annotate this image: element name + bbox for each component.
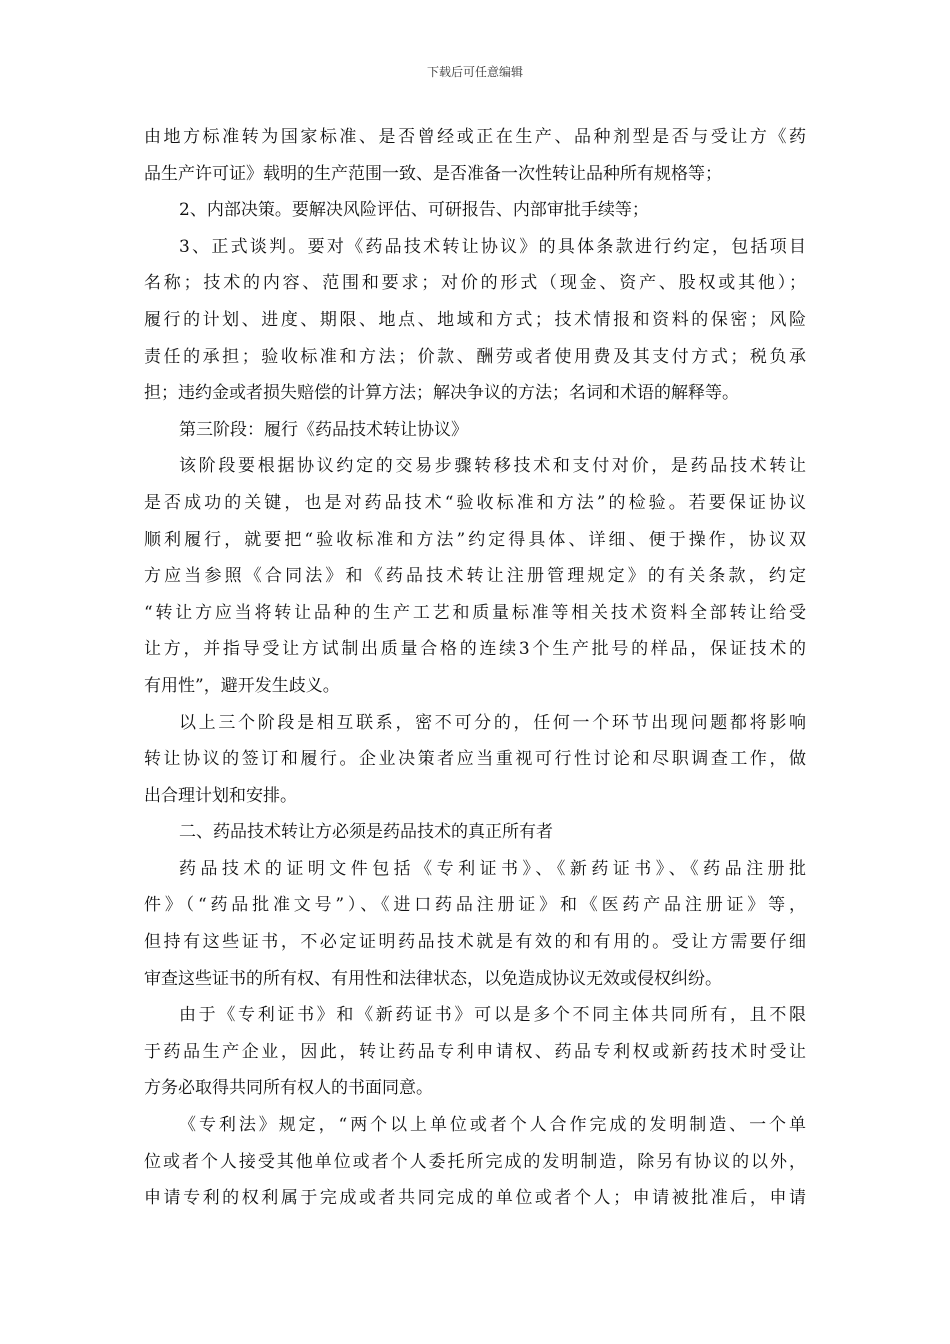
body-line: 是否成功的关键，也是对药品技术“验收标准和方法”的检验。若要保证协议: [144, 492, 806, 513]
body-line: 方应当参照《合同法》和《药品技术转让注册管理规定》的有关条款，约定: [144, 566, 806, 587]
body-line: 于药品生产企业，因此，转让药品专利申请权、药品专利权或新药技术时受让: [144, 1041, 806, 1062]
page-header: 下载后可任意编辑: [426, 65, 523, 79]
body-line: 2、内部决策。要解决风险评估、可研报告、内部审批手续等；: [179, 200, 649, 221]
body-line: 担；违约金或者损失赔偿的计算方法；解决争议的方法；名词和术语的解释等。: [144, 383, 739, 404]
body-line: 位或者个人接受其他单位或者个人委托所完成的发明制造，除另有协议的以外，: [144, 1151, 806, 1172]
body-line: 审查这些证书的所有权、有用性和法律状态，以免造成协议无效或侵权纠纷。: [144, 968, 722, 989]
body-line: 申请专利的权利属于完成或者共同完成的单位或者个人；申请被批准后，申请: [144, 1188, 806, 1209]
body-line: 顺利履行，就要把“验收标准和方法”约定得具体、详细、便于操作，协议双: [144, 529, 806, 550]
body-line: 履行的计划、进度、期限、地点、地域和方式；技术情报和资料的保密；风险: [144, 309, 806, 330]
body-line: 但持有这些证书，不必定证明药品技术就是有效的和有用的。受让方需要仔细: [144, 932, 806, 953]
body-line: 名称；技术的内容、范围和要求；对价的形式（现金、资产、股权或其他）；: [144, 273, 806, 294]
body-line: 3、正式谈判。要对《药品技术转让协议》的具体条款进行约定，包括项目: [179, 236, 806, 257]
body-line: 责任的承担；验收标准和方法；价款、酬劳或者使用费及其支付方式；税负承: [144, 346, 806, 367]
body-line: 转让协议的签订和履行。企业决策者应当重视可行性讨论和尽职调查工作，做: [144, 749, 806, 770]
body-line: 件》（“药品批准文号”）、《进口药品注册证》和《医药产品注册证》等，: [144, 895, 806, 916]
section-heading: 二、药品技术转让方必须是药品技术的真正所有者: [179, 822, 553, 843]
body-line: 以上三个阶段是相互联系，密不可分的，任何一个环节出现问题都将影响: [179, 712, 806, 733]
body-line: 《专利法》规定，“两个以上单位或者个人合作完成的发明制造、一个单: [179, 1115, 806, 1136]
body-line: “转让方应当将转让品种的生产工艺和质量标准等相关技术资料全部转让给受: [144, 602, 806, 623]
section-heading: 第三阶段：履行《药品技术转让协议》: [179, 419, 468, 440]
document-body: [144, 119, 806, 1217]
body-line: 有用性”，避开发生歧义。: [144, 675, 340, 696]
body-line: 出合理计划和安排。: [144, 785, 297, 806]
body-line: 品生产许可证》载明的生产范围一致、是否准备一次性转让品种所有规格等；: [144, 163, 722, 184]
body-line: 让方，并指导受让方试制出质量合格的连续3个生产批号的样品，保证技术的: [144, 639, 806, 660]
body-line: 该阶段要根据协议约定的交易步骤转移技术和支付对价，是药品技术转让: [179, 456, 806, 477]
body-line: 药品技术的证明文件包括《专利证书》、《新药证书》、《药品注册批: [179, 858, 806, 879]
body-line: 方务必取得共同所有权人的书面同意。: [144, 1078, 433, 1099]
body-line: 由地方标准转为国家标准、是否曾经或正在生产、品种剂型是否与受让方《药: [144, 127, 806, 147]
body-line: 由于《专利证书》和《新药证书》可以是多个不同主体共同所有，且不限: [179, 1005, 806, 1026]
